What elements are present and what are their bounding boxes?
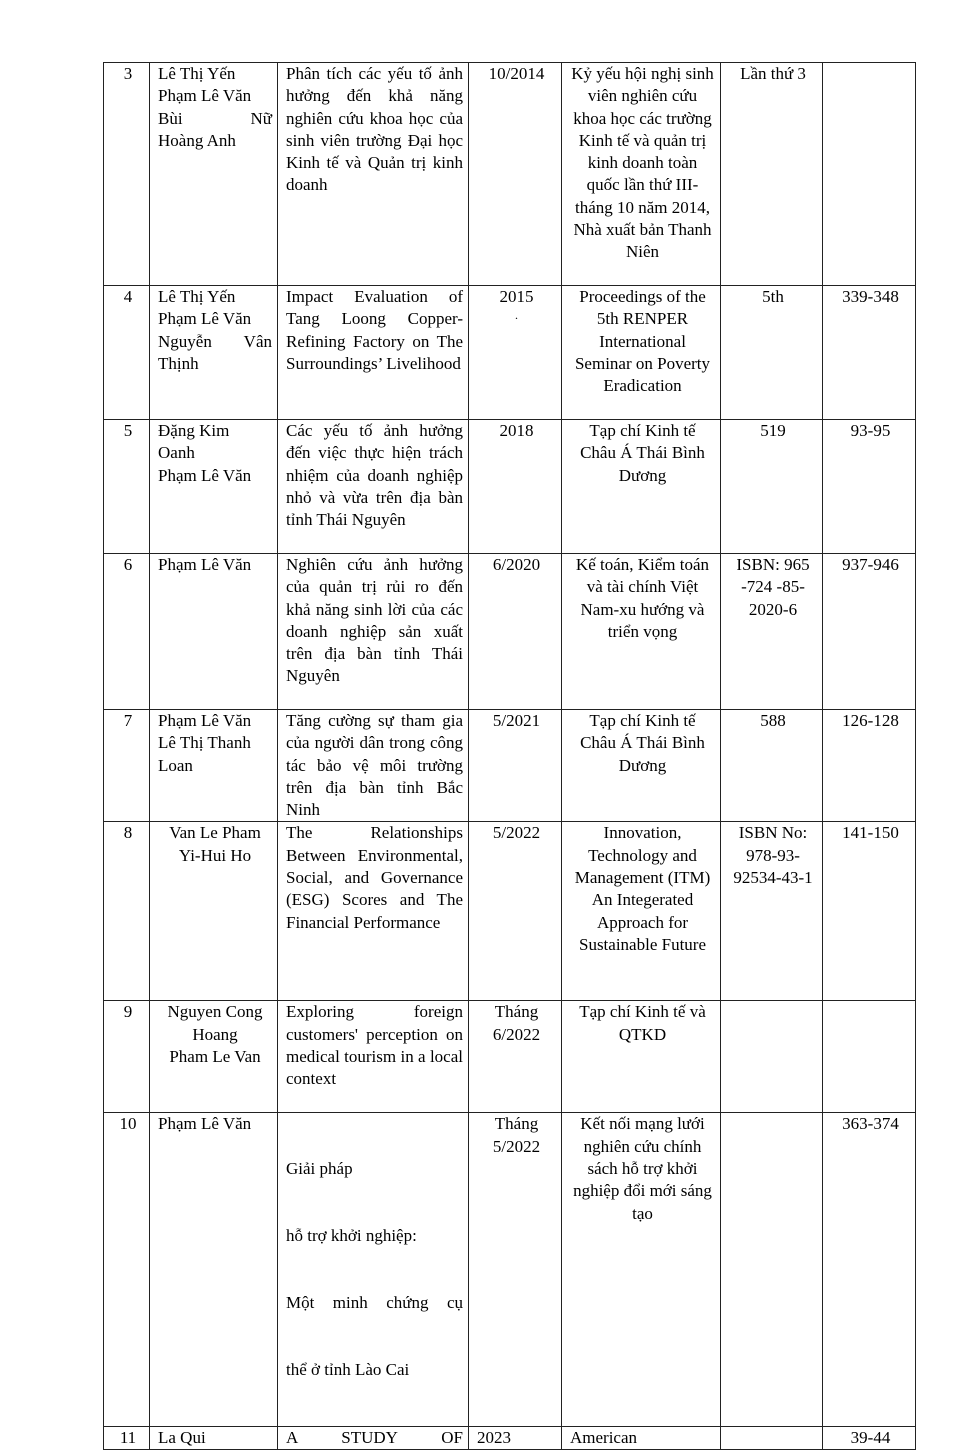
title-cell: Giải pháp hỗ trợ khởi nghiệp: Một minh chứng cụ thể ở tỉnh Lào Cai bbox=[278, 1113, 469, 1426]
author: Nguyễn Vân bbox=[158, 331, 272, 351]
venue-cell: Tạp chí Kinh tế và QTKD bbox=[562, 1001, 721, 1113]
author: Đặng Kim bbox=[158, 421, 230, 440]
row-number: 3 bbox=[104, 63, 150, 286]
venue-cell: Innovation, Technology and Management (ITM) An Integerated Approach for Sustainable Future bbox=[562, 822, 721, 1001]
table-row bbox=[104, 1001, 916, 1113]
table-row bbox=[104, 1113, 916, 1426]
volume-cell bbox=[721, 1426, 823, 1449]
pages-cell bbox=[823, 63, 916, 286]
author: Phạm Lê Văn bbox=[158, 309, 252, 329]
title-cell: Các yếu tố ảnh hưởng đến việc thực hiện trách nhiệm của doanh nghiệp nhỏ và vừa trên địa bàn tỉnh Thái Nguyên bbox=[278, 420, 469, 554]
row-number: 11 bbox=[104, 1426, 150, 1449]
row-number: 6 bbox=[104, 554, 150, 710]
author: Hoàng Anh bbox=[158, 130, 236, 150]
venue-cell: Tạp chí Kinh tế Châu Á Thái Bình Dương bbox=[562, 710, 721, 822]
title-cell: The Relationships Between Environmental, Social, and Governance (ESG) Scores and The Financial Performance bbox=[278, 822, 469, 1001]
date-cell: 5/2022 bbox=[469, 822, 562, 1001]
date-cell: Tháng 5/2022 bbox=[469, 1113, 562, 1426]
author: Loan bbox=[158, 755, 193, 775]
author: Nguyen Cong bbox=[167, 1002, 263, 1022]
author: Hoang bbox=[192, 1024, 238, 1044]
authors-cell bbox=[150, 286, 278, 420]
author: Phạm Lê Văn bbox=[158, 86, 252, 106]
table-row bbox=[104, 822, 916, 1001]
title-cell: Exploring foreign customers' perception on medical tourism in a local context bbox=[278, 1001, 469, 1113]
venue-cell: American bbox=[562, 1426, 721, 1449]
venue-cell: Kế toán, Kiểm toán và tài chính Việt Nam-xu hướng và triển vọng bbox=[562, 554, 721, 710]
volume-cell: Lần thứ 3 bbox=[721, 63, 823, 286]
author: Oanh bbox=[158, 443, 195, 463]
pages-cell: 363-374 bbox=[823, 1113, 916, 1426]
title-cell: Nghiên cứu ảnh hưởng của quản trị rủi ro đến khả năng sinh lời của các doanh nghiệp sản xuất trên địa bàn tỉnh Thái Nguyên bbox=[278, 554, 469, 710]
authors-cell bbox=[150, 1001, 278, 1113]
authors-cell bbox=[150, 554, 278, 710]
table-row bbox=[104, 420, 916, 554]
author: Thịnh bbox=[158, 353, 199, 373]
venue-cell: Proceedings of the 5th RENPER International Seminar on Poverty Eradication bbox=[562, 286, 721, 420]
venue-cell: Tạp chí Kinh tế Châu Á Thái Bình Dương bbox=[562, 420, 721, 554]
author: La Qui bbox=[158, 1427, 206, 1447]
table-row bbox=[104, 286, 916, 420]
row-number: 7 bbox=[104, 710, 150, 822]
venue-cell: Kết nối mạng lưới nghiên cứu chính sách hỗ trợ khởi nghiệp đổi mới sáng tạo bbox=[562, 1113, 721, 1426]
date-cell: 2023 bbox=[469, 1426, 562, 1449]
venue-cell: Kỷ yếu hội nghị sinh viên nghiên cứu khoa học các trường Kinh tế và quản trị kinh doanh toàn quốc lần thứ III- tháng 10 năm 2014, Nhà xuất bản Thanh Niên bbox=[562, 63, 721, 286]
volume-cell: ISBN No: 978-93-92534-43-1 bbox=[721, 822, 823, 1001]
author: Phạm Lê Văn bbox=[158, 711, 252, 730]
volume-cell: 519 bbox=[721, 420, 823, 554]
table-row bbox=[104, 1426, 916, 1449]
authors-cell bbox=[150, 1426, 278, 1449]
author: Lê Thị Thanh bbox=[158, 733, 251, 753]
pages-cell: 93-95 bbox=[823, 420, 916, 554]
author: Phạm Lê Văn bbox=[158, 465, 252, 485]
pages-cell: 39-44 bbox=[823, 1426, 916, 1449]
authors-cell bbox=[150, 63, 278, 286]
author: Lê Thị Yến bbox=[158, 64, 236, 83]
author: Van Le Pham bbox=[169, 823, 261, 843]
pages-cell: 126-128 bbox=[823, 710, 916, 822]
author: Yi-Hui Ho bbox=[178, 845, 252, 865]
authors-cell bbox=[150, 822, 278, 1001]
table-row bbox=[104, 710, 916, 822]
row-number: 5 bbox=[104, 420, 150, 554]
date-cell: 6/2020 bbox=[469, 554, 562, 710]
pages-cell: 937-946 bbox=[823, 554, 916, 710]
row-number: 9 bbox=[104, 1001, 150, 1113]
title-cell: Tăng cường sự tham gia của người dân trong công tác bảo vệ môi trường trên địa bàn tỉnh Bắc Ninh bbox=[278, 710, 469, 822]
author: Bùi Nữ bbox=[158, 108, 272, 128]
date-cell: 2015 . bbox=[469, 286, 562, 420]
row-number: 10 bbox=[104, 1113, 150, 1426]
table-row bbox=[104, 63, 916, 286]
pages-cell: 141-150 bbox=[823, 822, 916, 1001]
author: Phạm Lê Văn bbox=[158, 555, 252, 574]
author: Phạm Lê Văn bbox=[158, 1114, 252, 1134]
date-cell: Tháng 6/2022 bbox=[469, 1001, 562, 1113]
volume-cell bbox=[721, 1001, 823, 1113]
authors-cell bbox=[150, 420, 278, 554]
row-number: 8 bbox=[104, 822, 150, 1001]
title-cell: Impact Evaluation of Tang Loong Copper-Refining Factory on The Surroundings’ Livelihood bbox=[278, 286, 469, 420]
publications-table bbox=[103, 62, 916, 1450]
row-number: 4 bbox=[104, 286, 150, 420]
volume-cell bbox=[721, 1113, 823, 1426]
pages-cell: 339-348 bbox=[823, 286, 916, 420]
authors-cell bbox=[150, 1113, 278, 1426]
volume-cell: ISBN: 965 -724 -85-2020-6 bbox=[721, 554, 823, 710]
title-cell: Phân tích các yếu tố ảnh hưởng đến khả năng nghiên cứu khoa học của sinh viên trường Đại học Kinh tế và Quản trị kinh doanh bbox=[278, 63, 469, 286]
title-cell: A STUDY OF bbox=[278, 1426, 469, 1449]
date-cell: 2018 bbox=[469, 420, 562, 554]
volume-cell: 588 bbox=[721, 710, 823, 822]
author: Lê Thị Yến bbox=[158, 287, 236, 306]
table-row bbox=[104, 554, 916, 710]
volume-cell: 5th bbox=[721, 286, 823, 420]
authors-cell bbox=[150, 710, 278, 822]
pages-cell bbox=[823, 1001, 916, 1113]
author: Pham Le Van bbox=[169, 1047, 261, 1067]
date-cell: 5/2021 bbox=[469, 710, 562, 822]
date-cell: 10/2014 bbox=[469, 63, 562, 286]
